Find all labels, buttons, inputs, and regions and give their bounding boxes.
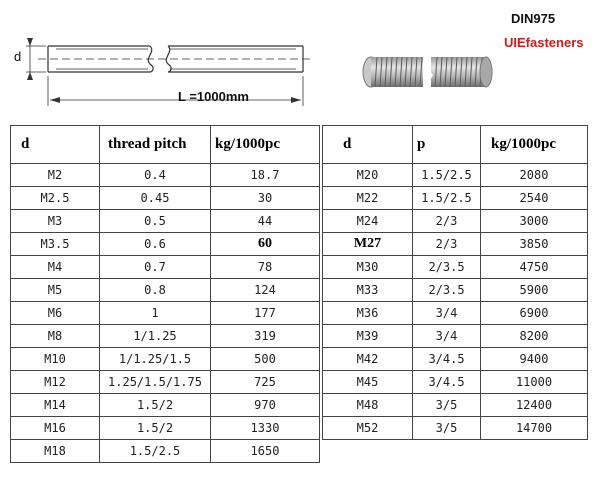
cell-d: M52 xyxy=(323,417,413,440)
table-row xyxy=(11,256,320,279)
cell-pitch: 0.5 xyxy=(100,210,211,233)
cell-weight: 60 xyxy=(211,233,320,256)
cell-pitch: 0.45 xyxy=(100,187,211,210)
cell-pitch: 1/1.25/1.5 xyxy=(100,348,211,371)
spec-table-right xyxy=(322,125,588,440)
table-row xyxy=(11,440,320,463)
table-row xyxy=(11,187,320,210)
threaded-rod-illustration xyxy=(355,50,495,95)
cell-pitch: 1.5/2.5 xyxy=(413,164,481,187)
cell-weight: 11000 xyxy=(481,371,588,394)
cell-d: M8 xyxy=(11,325,100,348)
table-row xyxy=(11,371,320,394)
cell-weight: 124 xyxy=(211,279,320,302)
table-row xyxy=(323,325,588,348)
cell-weight: 4750 xyxy=(481,256,588,279)
cell-weight: 725 xyxy=(211,371,320,394)
cell-pitch: 1 xyxy=(100,302,211,325)
table-row xyxy=(11,279,320,302)
cell-weight: 2080 xyxy=(481,164,588,187)
cell-weight: 2540 xyxy=(481,187,588,210)
cell-d: M48 xyxy=(323,394,413,417)
table-row xyxy=(323,233,588,256)
table-row xyxy=(11,325,320,348)
cell-d: M12 xyxy=(11,371,100,394)
cell-d: M30 xyxy=(323,256,413,279)
header-d: d xyxy=(323,126,413,164)
table-row xyxy=(323,348,588,371)
cell-weight: 9400 xyxy=(481,348,588,371)
cell-weight: 1330 xyxy=(211,417,320,440)
cell-d: M6 xyxy=(11,302,100,325)
cell-d: M42 xyxy=(323,348,413,371)
table-row xyxy=(323,279,588,302)
cell-weight: 8200 xyxy=(481,325,588,348)
cell-pitch: 1.5/2.5 xyxy=(100,440,211,463)
standard-label: DIN975 xyxy=(511,11,556,26)
cell-pitch: 1.5/2.5 xyxy=(413,187,481,210)
table-row xyxy=(323,187,588,210)
header-thread-pitch: thread pitch xyxy=(100,126,211,164)
cell-pitch: 3/5 xyxy=(413,394,481,417)
brand-label: UIEfasteners xyxy=(504,35,584,50)
cell-weight: 3000 xyxy=(481,210,588,233)
table-row xyxy=(323,256,588,279)
cell-weight: 30 xyxy=(211,187,320,210)
table-row xyxy=(323,394,588,417)
cell-pitch: 0.8 xyxy=(100,279,211,302)
cell-weight: 970 xyxy=(211,394,320,417)
cell-weight: 18.7 xyxy=(211,164,320,187)
table-row xyxy=(323,164,588,187)
table-row xyxy=(11,417,320,440)
cell-pitch: 2/3.5 xyxy=(413,279,481,302)
cell-d: M16 xyxy=(11,417,100,440)
cell-weight: 44 xyxy=(211,210,320,233)
table-header-row xyxy=(11,126,320,164)
cell-weight: 319 xyxy=(211,325,320,348)
cell-pitch: 3/4 xyxy=(413,302,481,325)
table-row xyxy=(323,210,588,233)
cell-pitch: 3/4.5 xyxy=(413,348,481,371)
cell-pitch: 0.7 xyxy=(100,256,211,279)
cell-d: M2 xyxy=(11,164,100,187)
cell-pitch: 1.5/2 xyxy=(100,417,211,440)
cell-d: M10 xyxy=(11,348,100,371)
header-d: d xyxy=(11,126,100,164)
cell-weight: 177 xyxy=(211,302,320,325)
table-row xyxy=(11,302,320,325)
cell-pitch: 0.6 xyxy=(100,233,211,256)
table-row xyxy=(11,233,320,256)
cell-weight: 6900 xyxy=(481,302,588,325)
cell-d: M2.5 xyxy=(11,187,100,210)
cell-pitch: 3/4.5 xyxy=(413,371,481,394)
cell-pitch: 3/5 xyxy=(413,417,481,440)
cell-pitch: 2/3.5 xyxy=(413,256,481,279)
cell-weight: 12400 xyxy=(481,394,588,417)
cell-d: M3.5 xyxy=(11,233,100,256)
table-row xyxy=(323,417,588,440)
header-weight: kg/1000pc xyxy=(211,126,320,164)
cell-pitch: 2/3 xyxy=(413,210,481,233)
cell-d: M3 xyxy=(11,210,100,233)
threaded-rod-drawing xyxy=(0,0,340,112)
cell-pitch: 1/1.25 xyxy=(100,325,211,348)
cell-d: M4 xyxy=(11,256,100,279)
cell-weight: 78 xyxy=(211,256,320,279)
length-label: L =1000mm xyxy=(178,89,249,104)
header-weight: kg/1000pc xyxy=(481,126,588,164)
cell-weight: 500 xyxy=(211,348,320,371)
cell-d: M24 xyxy=(323,210,413,233)
cell-weight: 1650 xyxy=(211,440,320,463)
table-row xyxy=(11,394,320,417)
cell-d: M22 xyxy=(323,187,413,210)
cell-weight: 5900 xyxy=(481,279,588,302)
cell-pitch: 1.5/2 xyxy=(100,394,211,417)
cell-weight: 14700 xyxy=(481,417,588,440)
cell-pitch: 3/4 xyxy=(413,325,481,348)
header-pitch: p xyxy=(413,126,481,164)
cell-pitch: 0.4 xyxy=(100,164,211,187)
table-row xyxy=(11,210,320,233)
table-row xyxy=(323,371,588,394)
cell-d: M20 xyxy=(323,164,413,187)
diameter-label: d xyxy=(14,49,22,64)
table-row xyxy=(323,302,588,325)
cell-weight: 3850 xyxy=(481,233,588,256)
cell-d: M39 xyxy=(323,325,413,348)
cell-d: M18 xyxy=(11,440,100,463)
cell-d: M33 xyxy=(323,279,413,302)
cell-d: M14 xyxy=(11,394,100,417)
cell-pitch: 2/3 xyxy=(413,233,481,256)
cell-d: M45 xyxy=(323,371,413,394)
cell-d: M36 xyxy=(323,302,413,325)
table-header-row xyxy=(323,126,588,164)
table-row xyxy=(11,164,320,187)
cell-pitch: 1.25/1.5/1.75 xyxy=(100,371,211,394)
cell-d: M5 xyxy=(11,279,100,302)
table-row xyxy=(11,348,320,371)
cell-d: M27 xyxy=(323,233,413,256)
spec-table-left xyxy=(10,125,320,463)
